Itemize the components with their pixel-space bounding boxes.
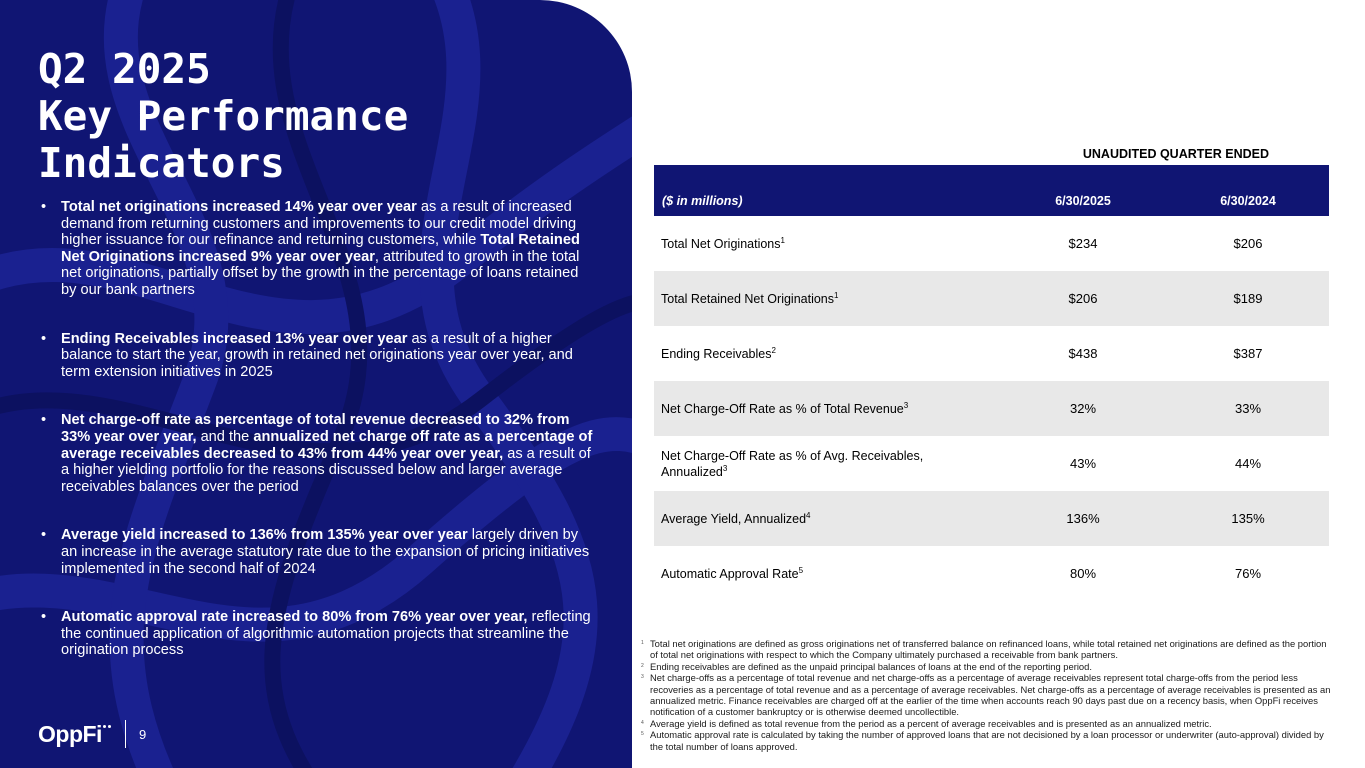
logo-dots-icon xyxy=(103,724,113,744)
table-row xyxy=(654,326,1329,381)
table-header xyxy=(654,165,1329,216)
table-row xyxy=(654,436,1329,491)
footnotes xyxy=(641,638,1331,752)
footnote: 1 Total net originations are defined as gross originations net of transferred balance on refinanced loans, while total retained net originations are defined as the portion of total net originations with respect to which the Company ultimately purchased a receivable from bank partners. xyxy=(641,638,1327,661)
header-units: ($ in millions) xyxy=(662,194,743,208)
bullet-charge-off xyxy=(40,412,595,495)
bullet-text: and the xyxy=(196,428,254,445)
row-value-2024: 76% xyxy=(1234,566,1262,581)
logo-wordmark: OppFi xyxy=(38,720,102,747)
row-value-2024: 44% xyxy=(1234,456,1262,471)
bullet-text: as a result of a higher yielding portfolio for the reasons discussed below and larger average receivables balances over the period xyxy=(61,445,591,495)
bullet-bold-text: Total net originations increased 14% year over year xyxy=(61,199,417,215)
table-row xyxy=(654,491,1329,546)
bullet-bold-text: Ending Receivables increased 13% year over year xyxy=(61,330,408,347)
row-label: Ending Receivables$^2$ xyxy=(661,345,776,361)
row-label: Total Net Originations$^1$ xyxy=(661,235,785,251)
row-value-2025: 136% xyxy=(1066,511,1100,526)
row-label: Net Charge-Off Rate as % of Total Revenue$^3$ xyxy=(661,400,909,416)
left-panel xyxy=(0,0,632,768)
row-label: Automatic Approval Rate$^5$ xyxy=(661,565,804,581)
bullet-receivables xyxy=(40,331,595,381)
row-value-2024: 33% xyxy=(1234,401,1262,416)
bullet-bold-text: Average yield increased to 136% from 135% year over year xyxy=(61,527,468,544)
bullet-bold-text: Total Retained Net Originations increased 9% year over year xyxy=(61,232,580,265)
table-caption: UNAUDITED QUARTER ENDED xyxy=(1082,147,1269,161)
title-line-2: Key Performance xyxy=(38,92,409,140)
bullet-bold-text: Automatic approval rate increased to 80% from 76% year over year, xyxy=(61,609,528,626)
table-row xyxy=(654,381,1329,436)
row-label: Total Retained Net Originations$^1$ xyxy=(661,290,839,306)
bullet-yield xyxy=(40,527,595,577)
bullet-text: reflecting the continued application of algorithmic automation projects that streamline the origination process xyxy=(61,609,591,659)
footnote: 5 Automatic approval rate is calculated by taking the number of approved loans that are not decisioned by a loan processor or underwriter (auto-approval) divided by the total number of loans approved. xyxy=(641,729,1324,752)
row-value-2025: 32% xyxy=(1069,401,1097,416)
bullet-originations xyxy=(40,199,595,299)
table-row xyxy=(654,546,1329,601)
header-col-2024: 6/30/2024 xyxy=(1220,194,1276,208)
title-line-3: Indicators xyxy=(38,139,285,187)
page-number: 9 xyxy=(138,726,147,742)
row-label: Average Yield, Annualized$^4$ xyxy=(661,510,811,526)
bullet-approval xyxy=(40,609,595,659)
footnote: 3 Net charge-offs as a percentage of total revenue and net charge-offs as a percentage of average receivables represent total charge-offs from the period less recoveries as a percentage of total revenue and as a percentage of average receivables. Net charge-offs as a percentage of average receivables is presented as an annualized metric. Finance receivables are charged off at the earlier of the time when accounts reach 90 days past due on a recency basis, when OppFi receives notification of a customer bankruptcy or is otherwise deemed uncollectible. xyxy=(641,672,1331,718)
bullet-text: largely driven by an increase in the average statutory rate due to the expansion of pricing initiatives implemented in the second half of 2024 xyxy=(61,527,590,577)
logo-divider xyxy=(125,720,126,748)
bullet-text: , attributed to growth in the total net originations, partially offset by the growth in the percentage of loans retained by our bank partners xyxy=(61,248,580,298)
row-value-2025: 80% xyxy=(1069,566,1097,581)
row-value-2025: 43% xyxy=(1069,456,1097,471)
row-value-2024: $387 xyxy=(1233,346,1263,361)
header-col-2025: 6/30/2025 xyxy=(1055,194,1111,208)
bullet-bold-text: Net charge-off rate as percentage of total revenue decreased to 32% from 33% year over year, xyxy=(61,412,570,445)
table-row xyxy=(654,216,1329,271)
kpi-bullet-list xyxy=(40,199,595,691)
oppfi-logo xyxy=(38,720,146,748)
title-line-1: Q2 2025 xyxy=(38,45,211,93)
row-value-2024: $189 xyxy=(1233,291,1263,306)
row-value-2024: $206 xyxy=(1233,236,1263,251)
page-title xyxy=(38,46,408,187)
footnote: 4 Average yield is defined as total revenue from the period as a percent of average receivables and is presented as an annualized metric. xyxy=(641,717,1212,729)
row-value-2025: $438 xyxy=(1068,346,1098,361)
footnote: 2 Ending receivables are defined as the unpaid principal balances of loans at the end of the reporting period. xyxy=(641,660,1092,672)
table-row xyxy=(654,271,1329,326)
bullet-text: as a result of increased demand from returning customers and improvements to our credit model driving higher issuance for our refinance and returning customers, while xyxy=(61,199,577,249)
row-value-2025: $234 xyxy=(1068,236,1098,251)
row-label: Net Charge-Off Rate as % of Avg. Receivables, Annualized$^3$ xyxy=(661,448,924,479)
bullet-bold-text: annualized net charge off rate as a percentage of average receivables decreased to 43% from 44% year over year, xyxy=(61,428,593,462)
bullet-text: as a result of a higher balance to start the year, growth in retained net originations year over year, and term extension initiatives in 2025 xyxy=(61,330,573,380)
row-value-2025: $206 xyxy=(1068,291,1098,306)
row-value-2024: 135% xyxy=(1231,511,1265,526)
